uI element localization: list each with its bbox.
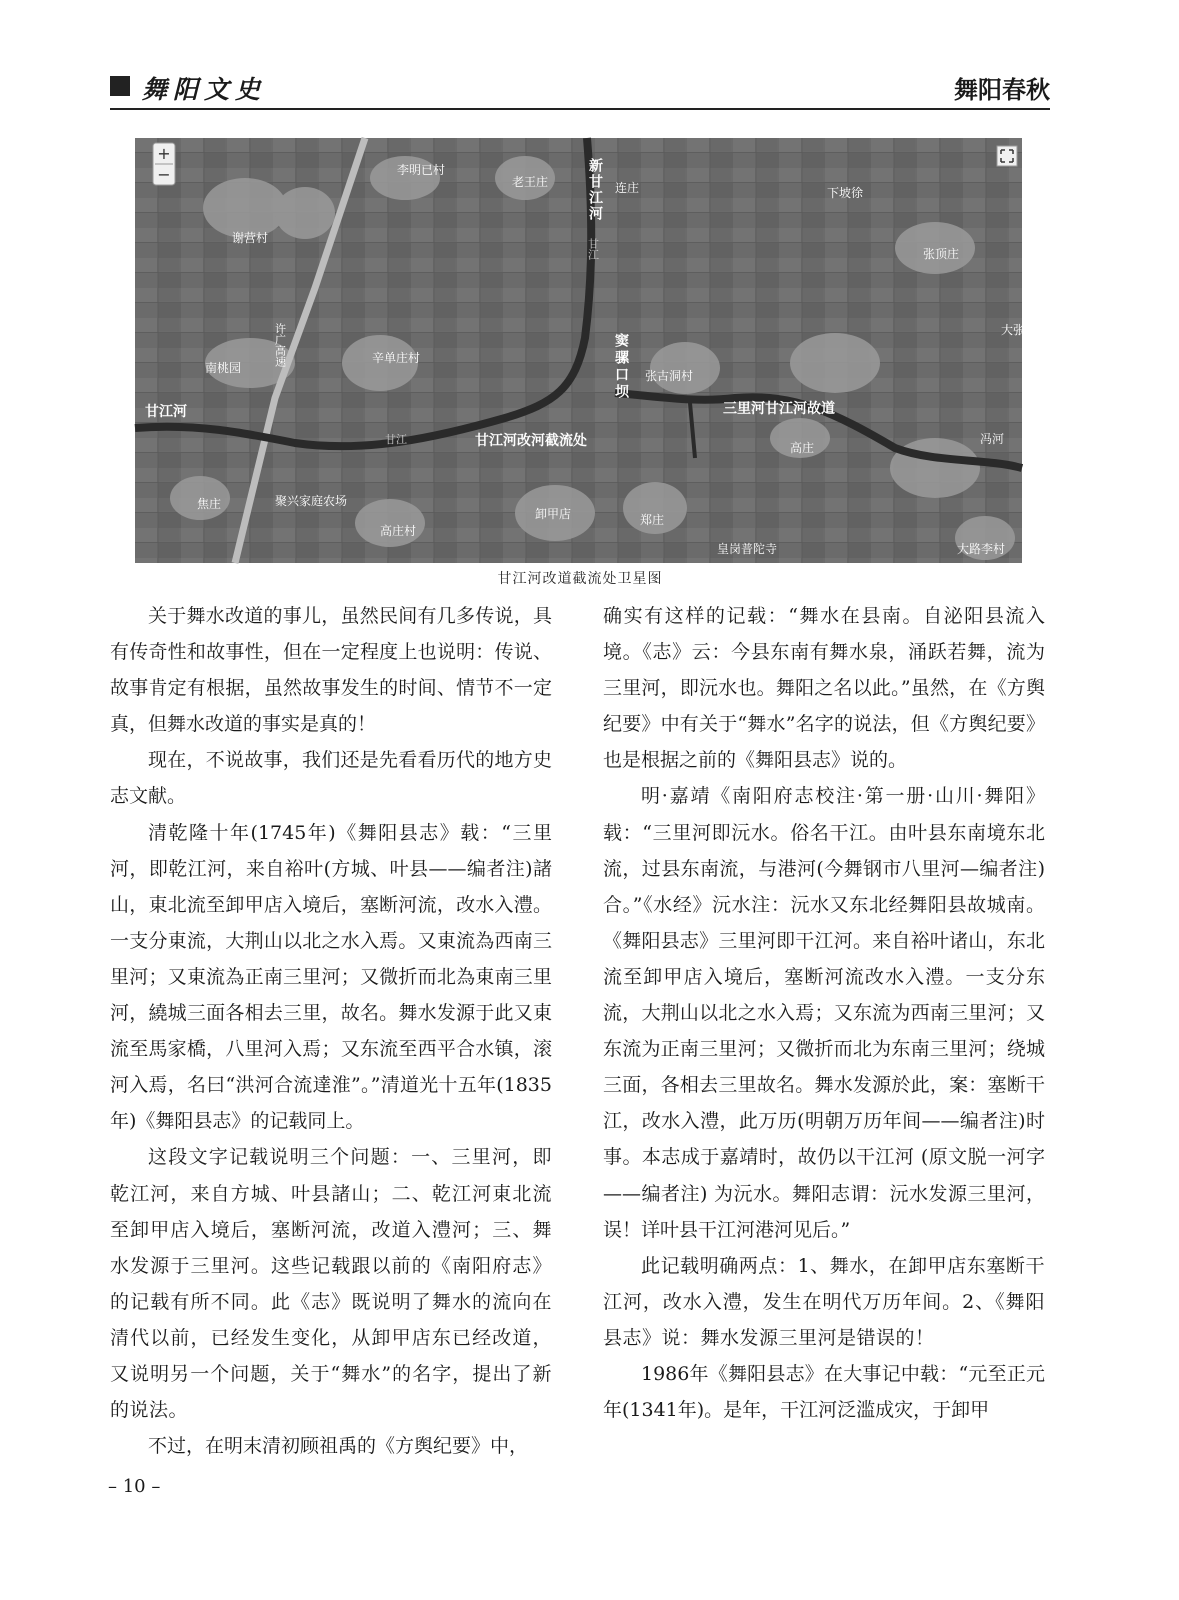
paragraph: 确实有这样的记载：“舞水在县南。自泌阳县流入境。《志》云：今县东南有舞水泉，涌跃若舞，流为三里河，即沅水也。舞阳之名以此。”虽然，在《方舆纪要》中有关于“舞水”名字的说法，但《方舆纪要》也是根据之前的《舞阳县志》说的。 bbox=[603, 605, 1045, 772]
map-label-xie-ying: 谢营村 bbox=[232, 231, 269, 245]
map-label-xie-jia: 卸甲店 bbox=[535, 507, 572, 521]
map-label-zhang-ding: 张顶庄 bbox=[923, 247, 960, 261]
map-label-gan-jiang-he: 甘江河 bbox=[145, 404, 187, 420]
paragraph: 现在，不说故事，我们还是先看看历代的地方史志文献。 bbox=[110, 749, 552, 808]
map-label-li-ming-ji: 李明已村 bbox=[397, 163, 446, 177]
map-label-xin-dan: 辛单庄村 bbox=[372, 351, 421, 365]
map-label-da-xiu: 大张 bbox=[1001, 323, 1026, 337]
map-label-huang-gang: 皇岗普陀寺 bbox=[717, 542, 778, 556]
satellite-map bbox=[135, 138, 1026, 563]
paragraph: 不过，在明末清初顾祖禹的《方舆纪要》中， bbox=[148, 1435, 529, 1458]
map-label-san-li-he: 三里河甘江河故道 bbox=[723, 401, 835, 417]
page-number: – 10 – bbox=[108, 1476, 161, 1497]
page-header bbox=[110, 68, 1050, 110]
paragraph: 明·嘉靖《南阳府志校注·第一册·山川·舞阳》载：“三里河即沅水。俗名干江。由叶县东南境东北流，过县东南流，与港河(今舞钢市八里河—编者注)合。”《水经》沅水注：沅水又东北经舞阳县故城南。《舞阳县志》三里河即干江河。来自裕叶诸山，东北流至卸甲店入境后，塞断河流改水入澧。一支分东流，大荆山以北之水入焉；又东流为西南三里河；又东流为正南三里河；又微折而北为东南三里河；绕城三面，各相去三里故名。舞水发源於此，案：塞断干江，改水入澧，此万历(明朝万历年间——编者注)时事。本志成于嘉靖时，故仍以干江河 (原文脱一河字——编者注) 为沅水。舞阳志谓：沅水发源三里河，误！详叶县干江河港河见后。” bbox=[603, 785, 1045, 1241]
map-label-nan-tao-yuan: 南桃园 bbox=[205, 361, 242, 375]
paragraph: 此记载明确两点：1、舞水，在卸甲店东塞断干江河，改水入澧，发生在明代万历年间。2、《舞阳县志》说：舞水发源三里河是错误的！ bbox=[603, 1254, 1045, 1349]
map-label-lao-wang: 老王庄 bbox=[512, 175, 549, 189]
header-square-mark bbox=[110, 76, 130, 96]
paragraph: 关于舞水改道的事儿，虽然民间有几多传说，具有传奇性和故事性，但在一定程度上也说明：传说、故事肯定有根据，虽然故事发生的时间、情节不一定真，但舞水改道的事实是真的！ bbox=[110, 605, 552, 736]
map-label-gan-jiang-vertical: 甘江 bbox=[586, 238, 600, 260]
map-label-gao-zhuang-cun: 高庄村 bbox=[380, 524, 417, 538]
section-title: 舞阳春秋 bbox=[954, 76, 1050, 104]
map-label-dou-luo-kou: 窦骡口坝 bbox=[613, 333, 629, 401]
map-label-jiao-zhuang: 焦庄 bbox=[197, 497, 222, 511]
map-zoom-in-button[interactable]: + bbox=[157, 144, 171, 163]
map-label-gao-zhuang: 高庄 bbox=[790, 441, 815, 455]
map-label-xu-guang: 许广高速 bbox=[273, 323, 287, 367]
map-label-da-lu-li: 大路李村 bbox=[957, 542, 1006, 556]
map-zoom-out-button[interactable]: − bbox=[157, 165, 171, 184]
map-label-jiezhi: 甘江河改河截流处 bbox=[475, 433, 587, 449]
map-label-ju-xing: 聚兴家庭农场 bbox=[275, 494, 348, 508]
map-label-gan-jiang-small: 甘江 bbox=[385, 433, 407, 446]
figure-caption: 甘江河改道截流处卫星图 bbox=[497, 571, 663, 587]
fullscreen-icon[interactable] bbox=[997, 146, 1017, 166]
right-column bbox=[603, 598, 1045, 1428]
paragraph: 清乾隆十年(1745年)《舞阳县志》载：“三里河，即乾江河，来自裕叶(方城、叶县——编者注)諸山，東北流至卸甲店入境后，塞断河流，改水入澧。一支分東流，大荆山以北之水入焉。又東流為西南三里河；又東流為正南三里河；又微折而北為東南三里河，繞城三面各相去三里，故名。舞水发源于此又東流至馬家橋，八里河入焉；又东流至西平合水镇，滚河入焉，名曰“洪河合流達淮”。”清道光十五年(1835年)《舞阳县志》的记载同上。 bbox=[110, 821, 552, 1133]
map-label-xin-gan-jiang: 新甘江河 bbox=[587, 158, 603, 222]
map-label-xia-po-xu: 下坡徐 bbox=[827, 186, 864, 200]
left-column bbox=[110, 598, 552, 1464]
map-label-zheng-zhuang: 郑庄 bbox=[640, 513, 665, 527]
map-label-zhang-gu-dong: 张古洞村 bbox=[645, 369, 694, 383]
publication-title: 舞阳文史 bbox=[142, 75, 267, 104]
map-label-feng-he: 冯河 bbox=[980, 432, 1005, 446]
map-label-lian-zhuang: 连庄 bbox=[615, 181, 640, 195]
paragraph: 1986年《舞阳县志》在大事记中载：“元至正元年(1341年)。是年，干江河泛滥成灾，于卸甲 bbox=[603, 1362, 1045, 1422]
paragraph: 这段文字记载说明三个问题：一、三里河，即乾江河，来自方城、叶县諸山；二、乾江河東北流至卸甲店入境后，塞断河流，改道入澧河；三、舞水发源于三里河。这些记载跟以前的《南阳府志》的记载有所不同。此《志》既说明了舞水的流向在清代以前，已经发生变化，从卸甲店东已经改道，又说明另一个问题，关于“舞水”的名字，提出了新的说法。 bbox=[110, 1146, 552, 1422]
